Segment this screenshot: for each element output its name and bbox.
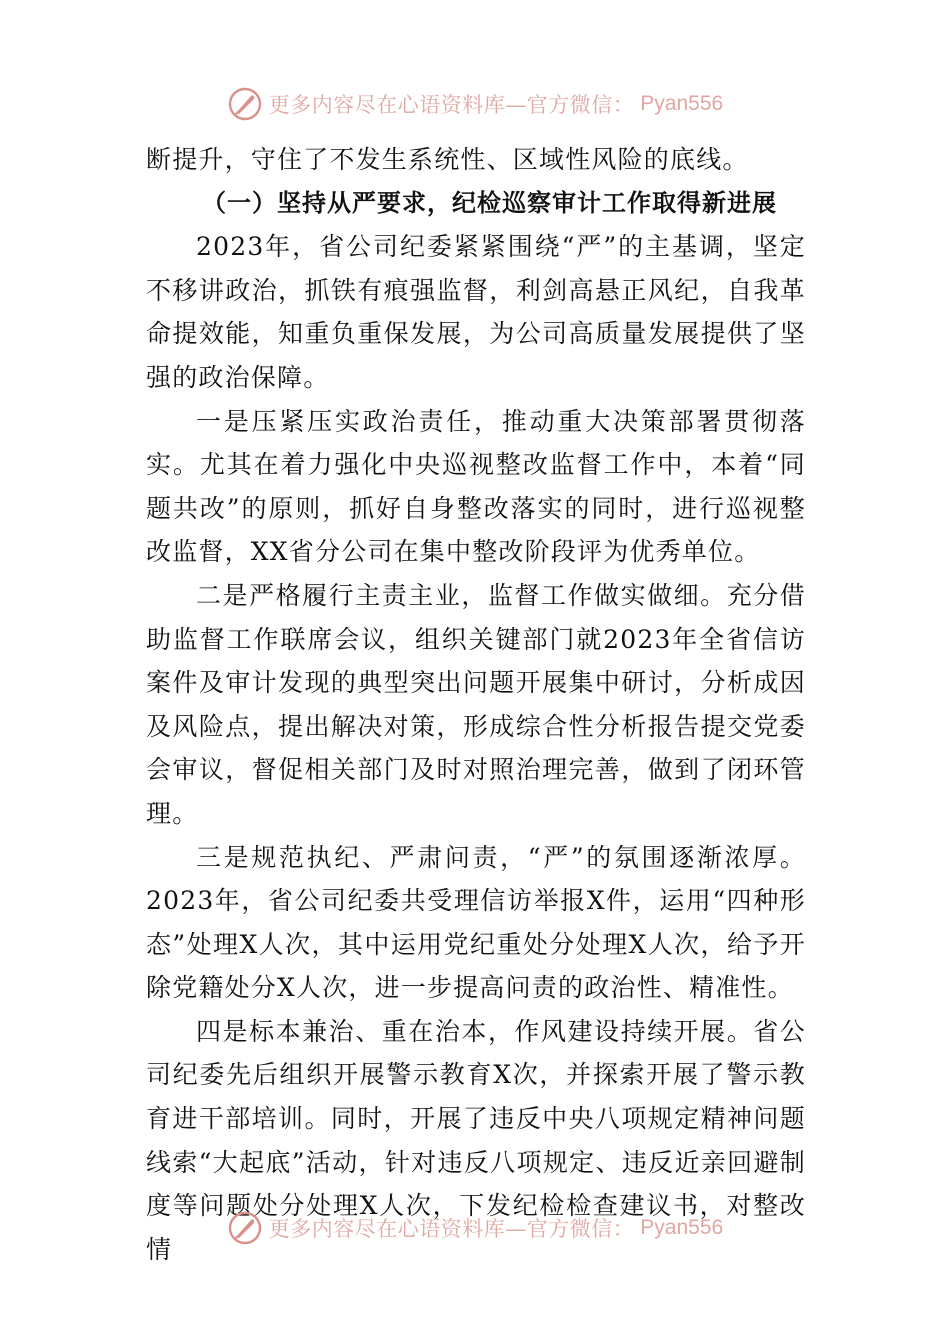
paragraph: 二是严格履行主责主业，监督工作做实做细。充分借助监督工作联席会议，组织关键部门就2023年全省信访案件及审计发现的典型突出问题开展集中研讨，分析成因及风险点，提出解决对策，形成综合性分析报告提交党委会审议，督促相关部门及时对照治理完善，做到了闭环管理。: [146, 580, 806, 828]
watermark-text: 更多内容尽在心语资料库—官方微信：: [268, 93, 635, 117]
paragraph: 一是压紧压实政治责任，推动重大决策部署贯彻落实。尤其在着力强化中央巡视整改监督工作中，本着“同题共改”的原则，抓好自身整改落实的同时，进行巡视整改监督，XX省分公司在集中整改阶段评为优秀单位。: [146, 406, 806, 567]
quill-logo-icon: [227, 1210, 263, 1246]
watermark-wechat-id: Pyan556: [640, 92, 724, 115]
paragraph: 三是规范执纪、严肃问责，“严”的氛围逐渐浓厚。2023年，省公司纪委共受理信访举报X件，运用“四种形态”处理X人次，其中运用党纪重处分处理X人次，给予开除党籍处分X人次，进一步提高问责的政治性、精准性。: [146, 842, 806, 1003]
document-body: [146, 138, 806, 1271]
quill-logo-icon: [227, 86, 263, 122]
watermark-wechat-id: Pyan556: [640, 1216, 724, 1239]
lead-line: 断提升，守住了不发生系统性、区域性风险的底线。: [146, 145, 749, 174]
watermark-banner-top: [0, 84, 950, 124]
paragraph: 四是标本兼治、重在治本，作风建设持续开展。省公司纪委先后组织开展警示教育X次，并探索开展了警示教育进干部培训。同时，开展了违反中央八项规定精神问题线索“大起底”活动，针对违反八项规定、违反近亲回避制度等问题处分处理X人次，下发纪检检查建议书，对整改情: [146, 1016, 806, 1264]
paragraph: 2023年，省公司纪委紧紧围绕“严”的主基调，坚定不移讲政治，抓铁有痕强监督，利剑高悬正风纪，自我革命提效能，知重负重保发展，为公司高质量发展提供了坚强的政治保障。: [146, 232, 806, 392]
watermark-banner-bottom: [0, 1208, 950, 1248]
section-heading: （一）坚持从严要求，纪检巡察审计工作取得新进展: [202, 188, 777, 217]
watermark-text: 更多内容尽在心语资料库—官方微信：: [268, 1217, 635, 1241]
